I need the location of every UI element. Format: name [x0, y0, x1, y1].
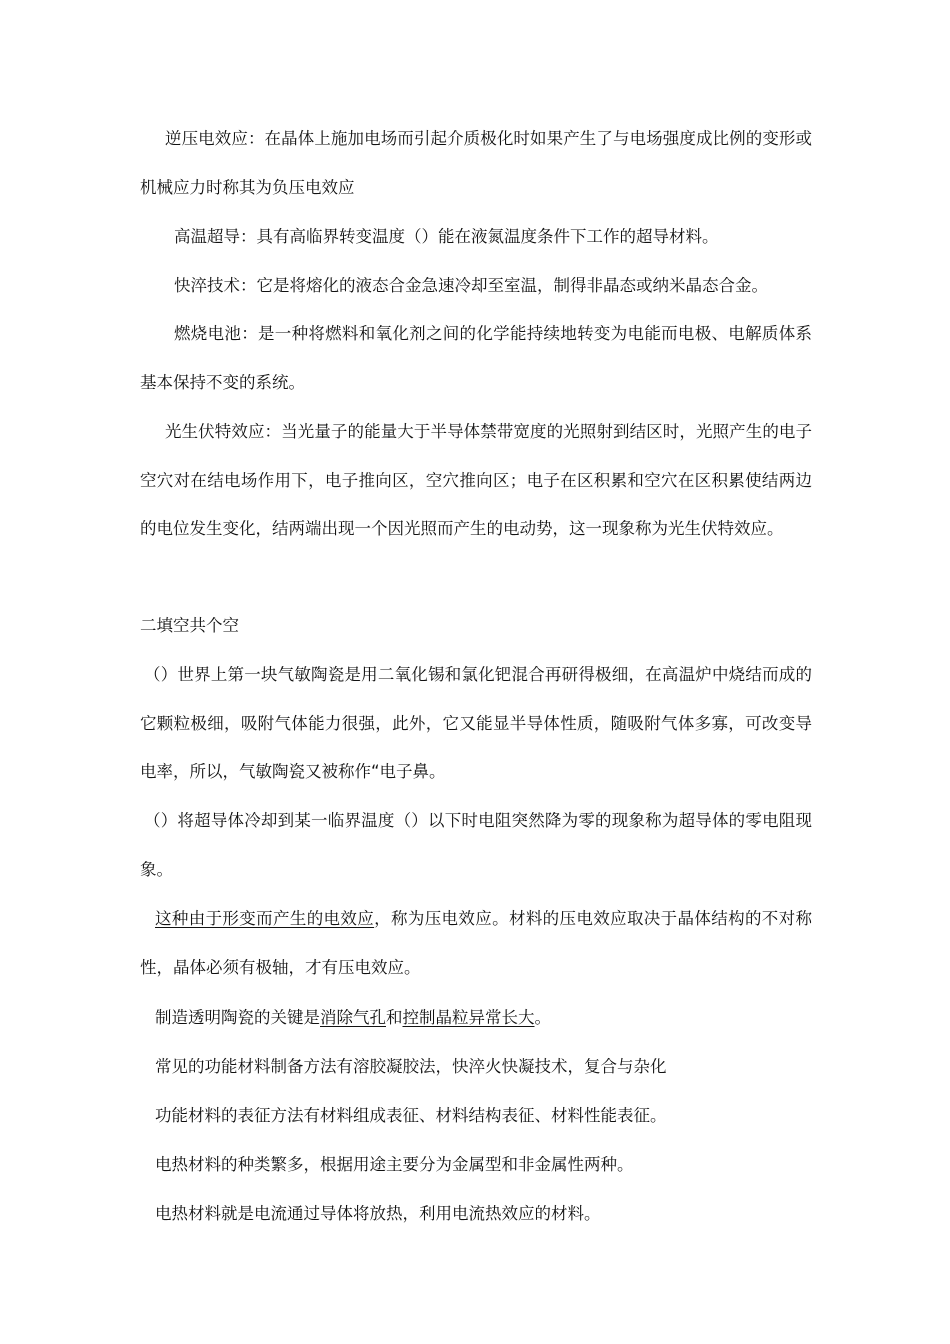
- paragraph-photovoltaic-effect: 光生伏特效应：当光量子的能量大于半导体禁带宽度的光照射到结区时，光照产生的电子空穴对在结电场作用下，电子推向区，空穴推向区；电子在区积累和空穴在区积累使结两边的电位发生变化，结两端出现一个因光照而产生的电动势，这一现象称为光生伏特效应。: [140, 422, 812, 538]
- paragraph-electrothermal-definition: 电热材料就是电流通过导体将放热，利用电流热效应的材料。: [155, 1204, 601, 1223]
- paragraph-zero-resistance: （）将超导体冷却到某一临界温度（）以下时电阻突然降为零的现象称为超导体的零电阻现象。: [140, 811, 812, 879]
- paragraph-electrothermal-types: 电热材料的种类繁多，根据用途主要分为金属型和非金属性两种。: [155, 1155, 634, 1174]
- paragraph-text: 制造透明陶瓷的关键是: [155, 1008, 320, 1027]
- paragraph-transparent-ceramics: [140, 994, 812, 1043]
- paragraph-piezoelectric-effect: [140, 895, 812, 992]
- paragraph-text: 。: [534, 1008, 551, 1027]
- paragraph-inverse-piezoelectric-effect: 逆压电效应：在晶体上施加电场而引起介质极化时如果产生了与电场强度成比例的变形或机械应力时称其为负压电效应: [140, 129, 812, 197]
- paragraph-rapid-quenching: 快淬技术：它是将熔化的液态合金急速冷却至室温，制得非晶态或纳米晶态合金。: [174, 276, 768, 295]
- paragraph-text: 和: [386, 1008, 403, 1027]
- underlined-phrase: 这种由于形变而产生的电效应: [155, 909, 375, 928]
- underlined-answer: 消除气孔: [320, 1008, 386, 1027]
- section-heading-fill-in-blanks: 二填空共个空: [140, 616, 239, 635]
- underlined-answer: 控制晶粒异常长大: [402, 1008, 535, 1027]
- paragraph-high-temperature-superconductor: 高温超导：具有高临界转变温度（）能在液氮温度条件下工作的超导材料。: [174, 227, 719, 246]
- paragraph-gas-sensitive-ceramics: （）世界上第一块气敏陶瓷是用二氧化锡和氯化钯混合再研得极细，在高温炉中烧结而成的它颗粒极细，吸附气体能力很强，此外，它又能显半导体性质，随吸附气体多寡，可改变导电率，所以，气敏陶瓷又被称作“电子鼻。: [140, 665, 812, 781]
- paragraph-preparation-methods: 常见的功能材料制备方法有溶胶凝胶法，快淬火快凝技术，复合与杂化: [155, 1057, 667, 1076]
- paragraph-fuel-cell: 燃烧电池：是一种将燃料和氧化剂之间的化学能持续地转变为电能而电极、电解质体系基本保持不变的系统。: [140, 324, 812, 392]
- paragraph-text: ，称为压电效应。材料的压电效应取决于晶体结构的不对称性，晶体必须有极轴，才有压电效应。: [140, 909, 813, 977]
- paragraph-characterization-methods: 功能材料的表征方法有材料组成表征、材料结构表征、材料性能表征。: [155, 1106, 667, 1125]
